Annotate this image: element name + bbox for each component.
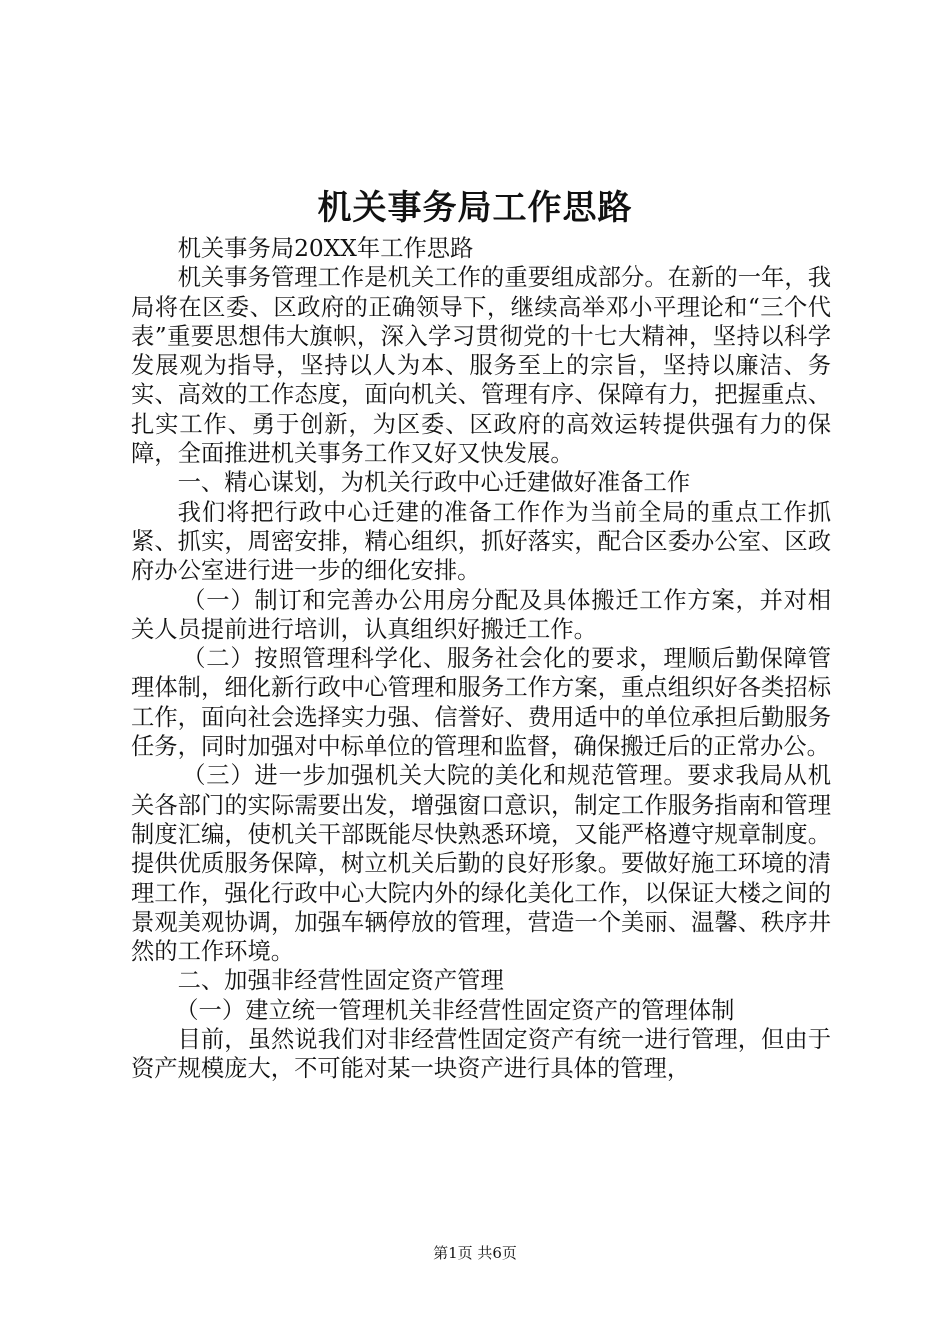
sub-item-3: （三）进一步加强机关大院的美化和规范管理。要求我局从机关各部门的实际需要出发，增强窗口意识，制定工作服务指南和管理制度汇编，使机关干部既能尽快熟悉环境，又能严格遵守规章制度。提供优质服务保障，树立机关后勤的良好形象。要做好施工环境的清理工作，强化行政中心大院内外的绿化美化工作，以保证大楼之间的景观美观协调，加强车辆停放的管理，营造一个美丽、温馨、秩序井然的工作环境。: [131, 762, 831, 966]
section-heading-2: 二、加强非经营性固定资产管理: [177, 967, 504, 995]
sub-heading-2-1: （一）建立统一管理机关非经营性固定资产的管理体制: [175, 996, 735, 1024]
paragraph-subtitle: 机关事务局20XX年工作思路: [177, 235, 474, 262]
paragraph: 我们将把行政中心迁建的准备工作作为当前全局的重点工作抓紧、抓实，周密安排，精心组织，抓好落实，配合区委办公室、区政府办公室进行进一步的细化安排。: [131, 498, 831, 585]
sub-item-1: （一）制订和完善办公用房分配及具体搬迁工作方案，并对相关人员提前进行培训，认真组织好搬迁工作。: [131, 586, 831, 643]
section-heading-1: 一、精心谋划，为机关行政中心迁建做好准备工作: [177, 469, 691, 497]
paragraph: 目前，虽然说我们对非经营性固定资产有统一进行管理，但由于资产规模庞大，不可能对某一块资产进行具体的管理，: [131, 1026, 831, 1083]
paragraph-intro: 机关事务管理工作是机关工作的重要组成部分。在新的一年，我局将在区委、区政府的正确领导下，继续高举邓小平理论和“三个代表”重要思想伟大旗帜，深入学习贯彻党的十七大精神，坚持以科学发展观为指导，坚持以人为本、服务至上的宗旨，坚持以廉洁、务实、高效的工作态度，面向机关、管理有序、保障有力，把握重点、扎实工作、勇于创新，为区委、区政府的高效运转提供强有力的保障，全面推进机关事务工作又好又快发展。: [131, 264, 831, 468]
document-title: 机关事务局工作思路: [317, 188, 633, 228]
sub-item-2: （二）按照管理科学化、服务社会化的要求，理顺后勤保障管理体制，细化新行政中心管理和服务工作方案，重点组织好各类招标工作，面向社会选择实力强、信誉好、费用适中的单位承担后勤服务任务，同时加强对中标单位的管理和监督，确保搬迁后的正常办公。: [131, 645, 831, 761]
document-body: [131, 234, 831, 1084]
page-number-footer: 第1页 共6页: [433, 1244, 517, 1262]
